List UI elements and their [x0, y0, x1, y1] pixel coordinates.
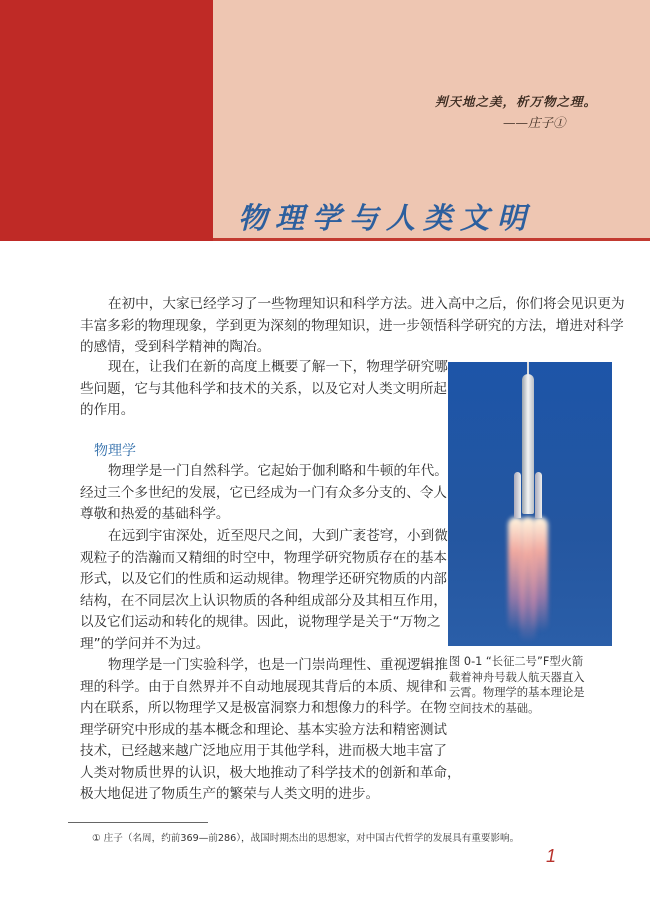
footnote: ① 庄子（名周，约前369—前286），战国时期杰出的思想家，对中国古代哲学的发展具有重要影响。 — [92, 833, 520, 844]
epigraph-quote: 判天地之美，析万物之理。 — [435, 94, 598, 109]
epigraph-author: ——庄子① — [503, 115, 566, 130]
rocket-booster — [535, 472, 542, 518]
header-divider — [213, 238, 650, 241]
text-line: 的感情，受到科学精神的陶冶。 — [80, 339, 271, 355]
text-line: 观粒子的浩瀚而又精细的时空中，物理学研究物质存在的基本 — [80, 549, 448, 566]
section-heading: 物理学 — [94, 443, 136, 459]
caption-line: 空间技术的基础。 — [449, 701, 540, 715]
text-line: 技术，已经越来越广泛地应用于其他学科，进而极大地丰富了 — [80, 743, 448, 759]
text-line: 在远到宇宙深处，近至咫尺之间，大到广袤苍穹，小到微 — [108, 528, 448, 544]
text-line: 内在联系，所以物理学又是极富洞察力和想像力的科学。在物 — [80, 700, 448, 716]
text-line: 物理学是一门自然科学。它起始于伽利略和牛顿的年代。 — [108, 463, 448, 479]
text-line: 丰富多彩的物理现象，学到更为深刻的物理知识，进一步领悟科学研究的方法，增进对科学 — [80, 317, 624, 334]
text-line: 现在，让我们在新的高度上概要了解一下，物理学研究哪 — [108, 359, 448, 375]
text-line: 极大地促进了物质生产的繁荣与人类文明的进步。 — [80, 786, 380, 802]
rocket-body — [522, 374, 534, 514]
text-line: 尊敬和热爱的基础科学。 — [80, 506, 230, 522]
footnote-rule — [68, 822, 208, 823]
rocket-photo — [448, 362, 612, 646]
text-line: 理的科学。由于自然界并不自动地展现其背后的本质、规律和 — [80, 678, 448, 695]
text-line: 些问题，它与其他科学和技术的关系，以及它对人类文明所起 — [80, 380, 448, 397]
chapter-title: 物理学与人类文明 — [238, 201, 535, 235]
text-line: 以及它们运动和转化的规律。因此，说物理学是关于“万物之 — [80, 614, 441, 630]
text-line: 经过三个多世纪的发展，它已经成为一门有众多分支的、令人 — [80, 484, 448, 501]
text-line: 人类对物质世界的认识，极大地推动了科学技术的创新和革命， — [80, 764, 461, 781]
rocket-booster — [514, 472, 521, 518]
caption-line: 图 0-1 “长征二号”F型火箭 — [449, 655, 584, 668]
text-line: 理学研究中形成的基本概念和理论、基本实验方法和精密测试 — [80, 721, 448, 738]
text-line: 物理学是一门实验科学，也是一门崇尚理性、重视逻辑推 — [108, 657, 448, 673]
exhaust-plume — [532, 517, 548, 632]
text-line: 形式，以及它们的性质和运动规律。物理学还研究物质的内部 — [80, 571, 448, 587]
text-line: 在初中，大家已经学习了一些物理知识和科学方法。进入高中之后，你们将会见识更为 — [108, 296, 625, 312]
caption-line: 载着神舟号载人航天器直入 — [449, 670, 585, 684]
header-red-panel — [0, 0, 213, 241]
page-number: 1 — [546, 846, 557, 866]
text-line: 理”的学问并不为过。 — [80, 635, 210, 652]
text-line: 的作用。 — [80, 402, 135, 418]
caption-line: 云霄。物理学的基本理论是 — [449, 686, 585, 699]
text-line: 结构，在不同层次上认识物质的各种组成部分及其相互作用， — [80, 592, 448, 609]
